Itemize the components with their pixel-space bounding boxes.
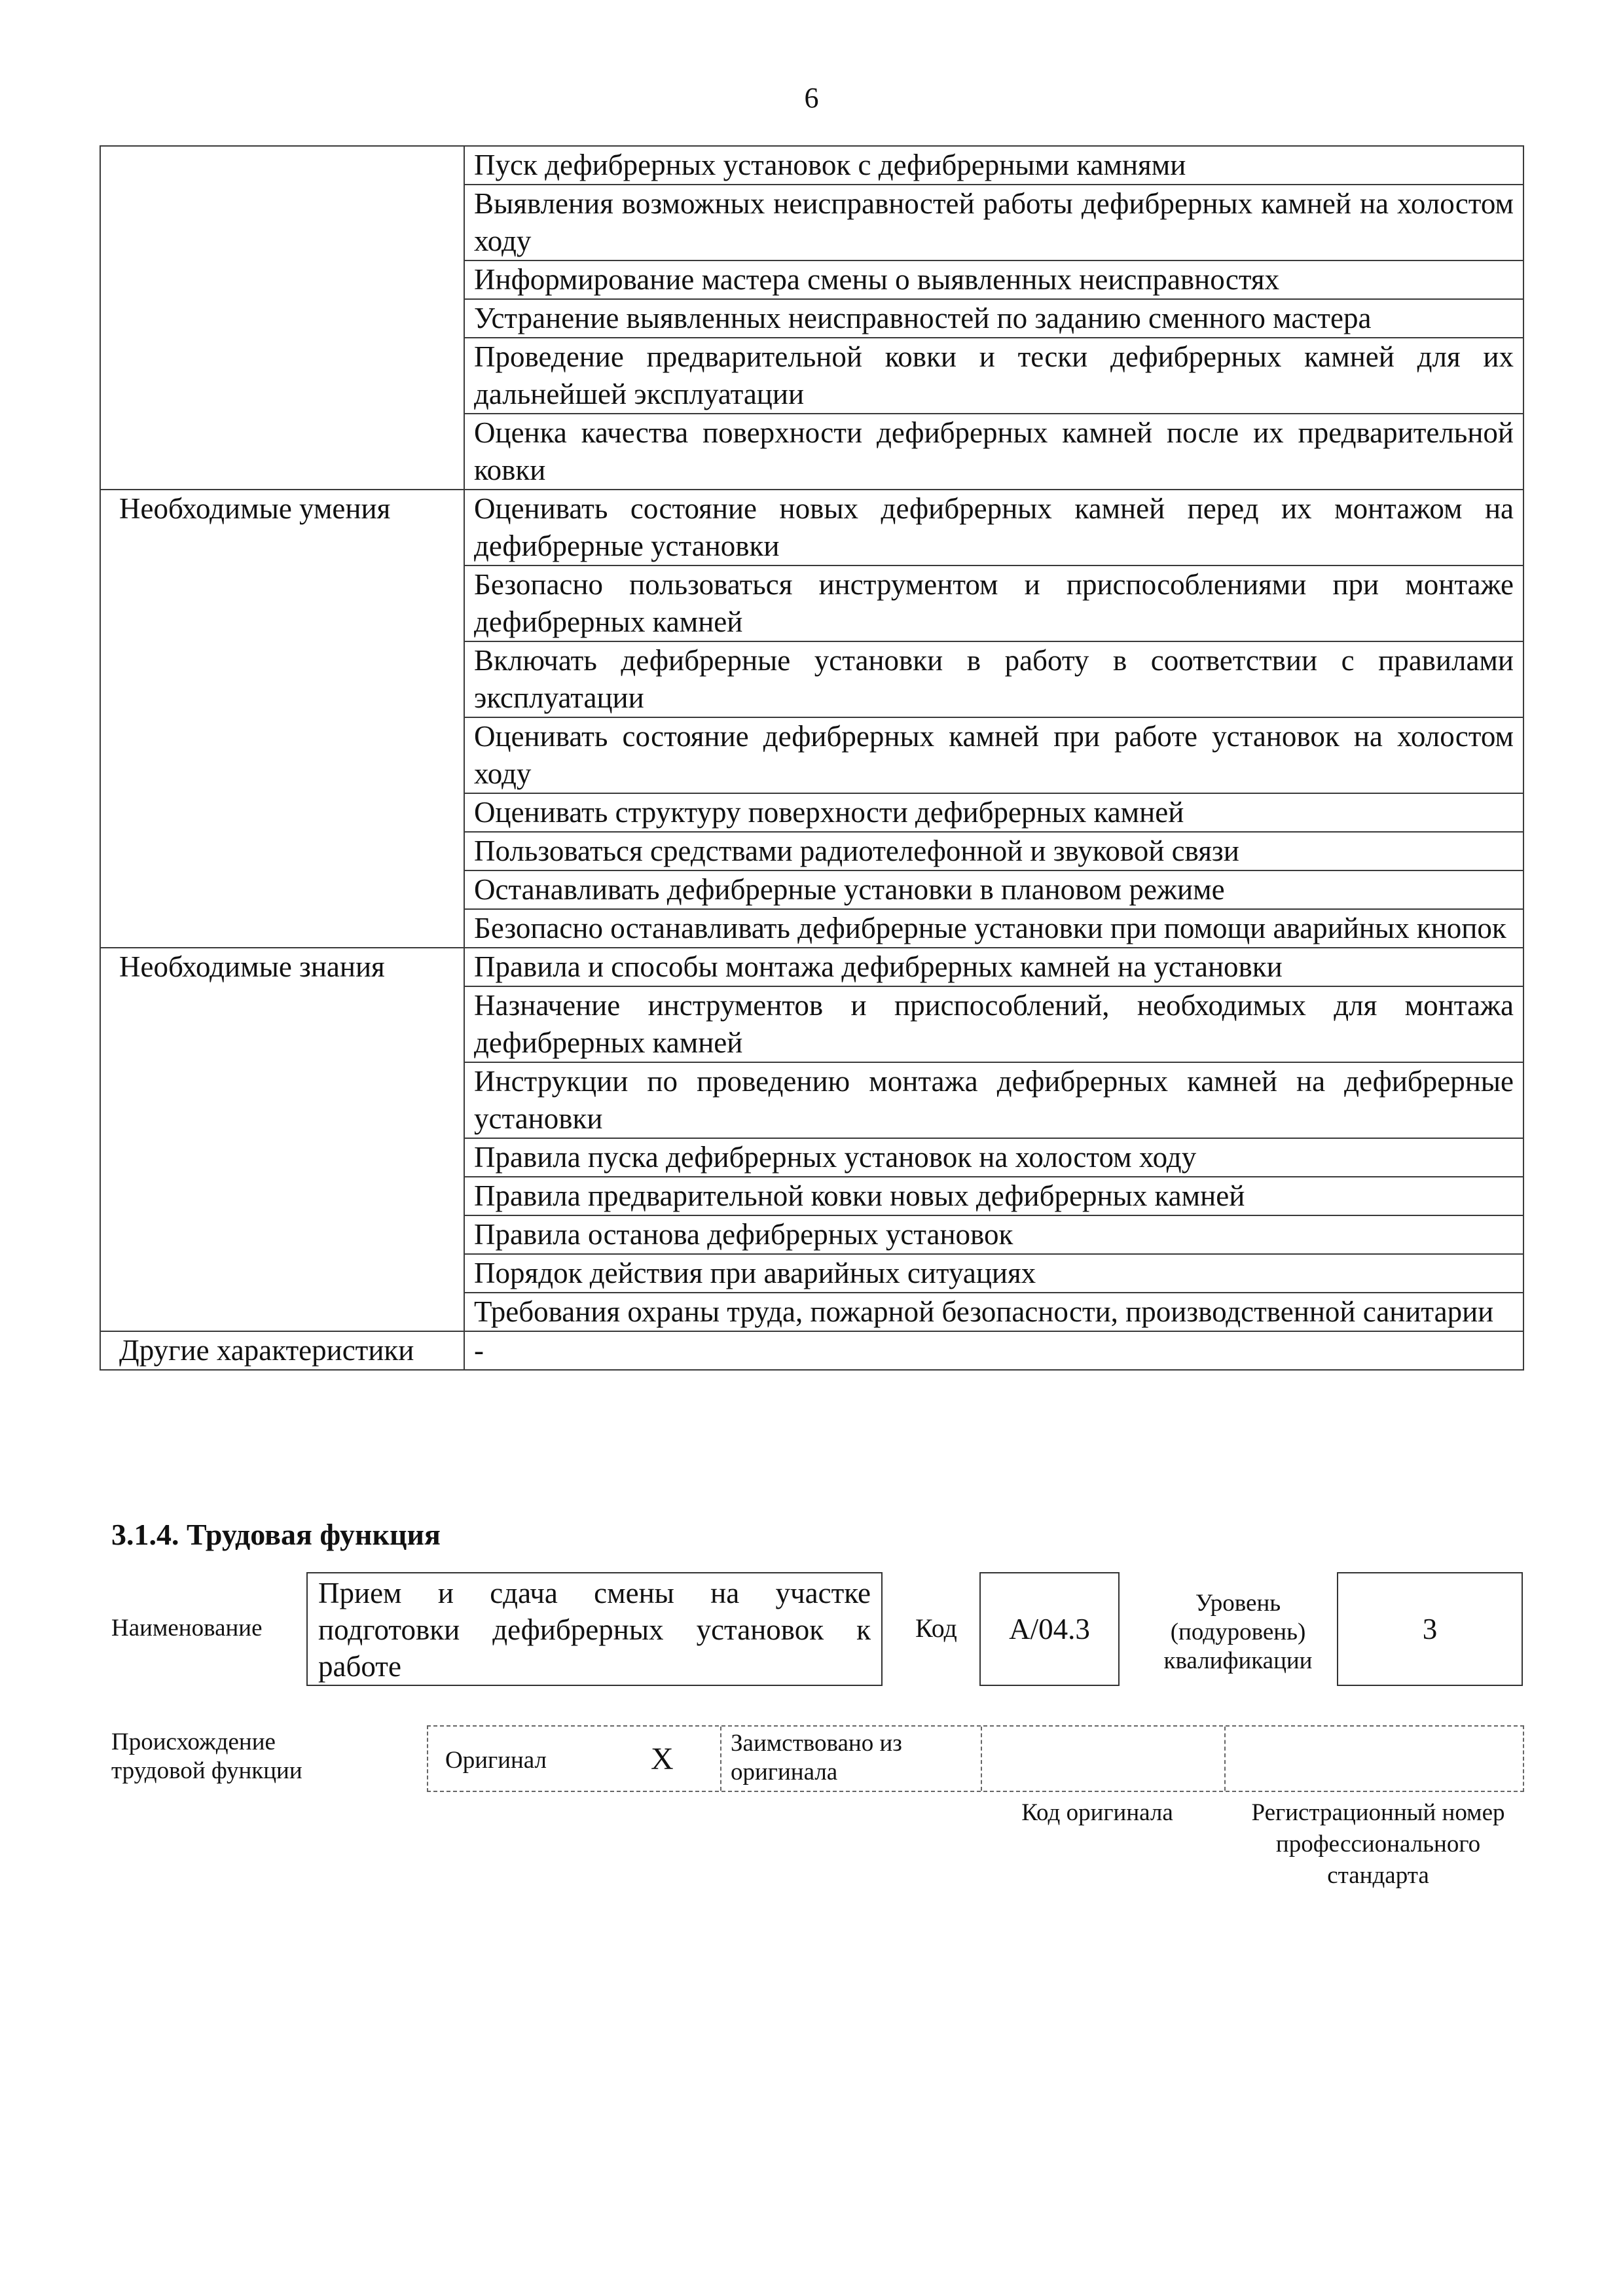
name-value: Прием и сдача смены на участке подготовки дефибрерных установок к работе (318, 1577, 871, 1683)
requirement-item: Оценивать структуру поверхности дефибрерных камней (464, 793, 1523, 832)
name-value-box (306, 1572, 883, 1686)
origin-reg-cell (1226, 1727, 1523, 1791)
name-label: Наименование (111, 1615, 263, 1641)
origin-borrowed-cell (721, 1727, 982, 1791)
borrowed-label: Заимствовано из оригинала (731, 1730, 902, 1785)
origin-code-cell (982, 1727, 1226, 1791)
code-original-caption: Код оригинала (1021, 1799, 1173, 1826)
original-label: Оригинал (445, 1747, 547, 1774)
table-row (100, 948, 1523, 986)
category-cell: Другие характеристики (100, 1331, 464, 1370)
requirement-item: Останавливать дефибрерные установки в плановом режиме (464, 870, 1523, 909)
origin-label-text: Происхождение трудовой функции (111, 1729, 302, 1784)
requirement-item: Назначение инструментов и приспособлений, необходимых для монтажа дефибрерных камней (464, 986, 1523, 1062)
level-label: Уровень (подуровень) квалификации (1163, 1590, 1313, 1674)
original-mark: X (651, 1742, 674, 1776)
requirement-item: Оценка качества поверхности дефибрерных камней после их предварительной ковки (464, 414, 1523, 490)
table-row (100, 1331, 1523, 1370)
origin-row (427, 1725, 1524, 1792)
origin-label (111, 1728, 308, 1785)
requirement-item: Информирование мастера смены о выявленных неисправностях (464, 260, 1523, 299)
requirement-item: Правила предварительной ковки новых дефибрерных камней (464, 1177, 1523, 1215)
level-value: 3 (1422, 1613, 1438, 1645)
requirement-item: Устранение выявленных неисправностей по заданию сменного мастера (464, 299, 1523, 338)
requirement-item: Безопасно останавливать дефибрерные установки при помощи аварийных кнопок (464, 909, 1523, 948)
requirement-item: Оценивать состояние дефибрерных камней при работе установок на холостом ходу (464, 717, 1523, 793)
requirements-table (100, 145, 1524, 1371)
requirement-item: Правила пуска дефибрерных установок на холостом ходу (464, 1138, 1523, 1177)
requirement-item: Правила останова дефибрерных установок (464, 1215, 1523, 1254)
requirement-item: Требования охраны труда, пожарной безопасности, производственной санитарии (464, 1293, 1523, 1331)
requirement-item: Порядок действия при аварийных ситуациях (464, 1254, 1523, 1293)
category-cell: Необходимые умения (100, 490, 464, 948)
page-number: 6 (804, 82, 819, 114)
table-row (100, 146, 1523, 185)
category-cell: Необходимые знания (100, 948, 464, 1331)
code-value: А/04.3 (1009, 1613, 1090, 1645)
code-label: Код (915, 1613, 957, 1643)
requirement-item: Выявления возможных неисправностей работы дефибрерных камней на холостом ходу (464, 185, 1523, 260)
requirement-item: Пользоваться средствами радиотелефонной и звуковой связи (464, 832, 1523, 870)
level-value-box (1337, 1572, 1523, 1686)
requirement-item: - (464, 1331, 1523, 1370)
reg-number-caption: Регистрационный номер профессионального стандарта (1251, 1799, 1505, 1889)
requirement-item: Безопасно пользоваться инструментом и приспособлениями при монтаже дефибрерных камней (464, 565, 1523, 641)
requirement-item: Оценивать состояние новых дефибрерных камней перед их монтажом на дефибрерные установки (464, 490, 1523, 565)
section-heading: 3.1.4. Трудовая функция (111, 1518, 441, 1551)
category-cell (100, 146, 464, 490)
table-row (100, 490, 1523, 565)
origin-original-cell (428, 1727, 721, 1791)
code-value-box (979, 1572, 1120, 1686)
requirement-item: Пуск дефибрерных установок с дефибрерными камнями (464, 146, 1523, 185)
requirement-item: Включать дефибрерные установки в работу в соответствии с правилами эксплуатации (464, 641, 1523, 717)
requirement-item: Правила и способы монтажа дефибрерных камней на установки (464, 948, 1523, 986)
requirement-item: Проведение предварительной ковки и тески дефибрерных камней для их дальнейшей эксплуатации (464, 338, 1523, 414)
requirement-item: Инструкции по проведению монтажа дефибрерных камней на дефибрерные установки (464, 1062, 1523, 1138)
